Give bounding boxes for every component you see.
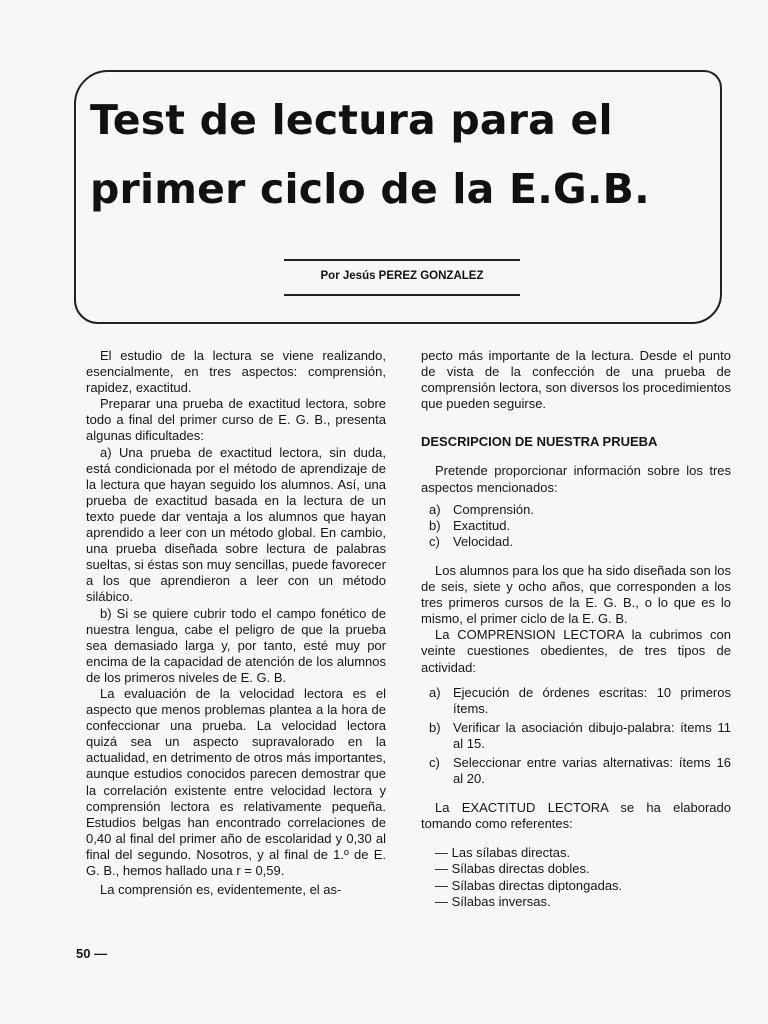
list-item: — Sílabas inversas. (435, 893, 551, 909)
list-item (421, 755, 731, 787)
byline-rule-top (284, 259, 520, 261)
page-number: 50 — (76, 946, 108, 961)
left-column (86, 348, 386, 898)
paragraph: b) Si se quiere cubrir todo el campo fonético de nuestra lengua, cabe el peligro de que la prueba sea demasiado larga y, por tanto, esté muy por encima de la capacidad de atención de los alumnos de los primeros niveles de E. G. B. (86, 605, 386, 685)
paragraph: a) Una prueba de exactitud lectora, sin duda, está condicionada por el método de aprendizaje de la lectura que hayan seguido los alumnos. Así, una prueba de exactitud basada en la lectura de un texto puede dar ventaja a los alumnos que hayan aprendido a leer con un método global. En cambio, una prueba diseñada sobre lectura de palabras sueltas, si éstas son muy sencillas, puede favorecer a los que aprendieron a leer con un método silábico. (86, 444, 386, 605)
paragraph: La comprensión es, evidentemente, el as- (100, 882, 342, 898)
list-label: a) (429, 501, 441, 517)
list-item (421, 502, 731, 518)
list-label: b) (429, 517, 441, 533)
paragraph: Pretende proporcionar información sobre los tres aspectos mencionados: (421, 463, 731, 495)
article-title (90, 86, 715, 224)
list-item: — Sílabas directas diptongadas. (435, 877, 623, 893)
paragraph: pecto más importante de la lectura. Desde el punto de vista de la confección de una prueba de comprensión lectora, son diversos los procedimientos que pueden seguirse. (421, 348, 731, 412)
list-label: c) (429, 533, 440, 549)
aspects-list (421, 502, 731, 550)
byline: Por Jesús PEREZ GONZALEZ (320, 270, 484, 282)
byline-rule-bottom (284, 294, 520, 296)
title-line-1: Test de lectura para el (90, 96, 613, 144)
list-text: Comprensión. (453, 501, 534, 517)
right-column (421, 348, 731, 910)
list-text: Seleccionar entre varias alternativas: ítems 16 al 20. (453, 754, 731, 787)
list-label: a) (429, 684, 441, 700)
paragraph: La evaluación de la velocidad lectora es el aspecto que menos problemas plantea a la hora de confeccionar una prueba. La velocidad lectora quizá sea un aspecto supravalorado en la actualidad, en detrimento de otros más importantes, aunque estudios conocidos parecen demostrar que la correlación existente entre velocidad lectora y comprensión lectora es relativamente pequeña. Estudios belgas han encontrado correlaciones de 0,40 al final del primer año de escolaridad y 0,30 al final del segundo. Nosotros, y al final de 1.º de E. G. B., hemos hallado una r = 0,59. (86, 685, 386, 878)
paragraph: Preparar una prueba de exactitud lectora, sobre todo a final del primer curso de E. G. B., presenta algunas dificultades: (86, 396, 386, 444)
section-heading: DESCRIPCION DE NUESTRA PRUEBA (421, 434, 658, 450)
list-text: Verificar la asociación dibujo-palabra: ítems 11 al 15. (453, 719, 731, 751)
paragraph: Los alumnos para los que ha sido diseñada son los de seis, siete y ocho años, que corresponden a los tres primeros cursos de la E. G. B., o lo que es lo mismo, el primer ciclo de la E. G. B. (421, 562, 731, 627)
list-text: Exactitud. (453, 517, 511, 533)
activities-list (421, 685, 731, 788)
list-label: c) (429, 754, 440, 770)
list-item (421, 518, 731, 534)
paragraph: La EXACTITUD LECTORA se ha elaborado tomando como referentes: (421, 800, 731, 832)
list-text: Ejecución de órdenes escritas: 10 primeros ítems. (453, 684, 731, 716)
title-line-2: primer ciclo de la E.G.B. (90, 165, 650, 213)
list-item: — Las sílabas directas. (435, 845, 571, 861)
list-item: — Sílabas directas dobles. (435, 861, 590, 877)
list-item (421, 685, 731, 717)
referents-list (421, 845, 731, 909)
list-item (421, 534, 731, 550)
paragraph: La COMPRENSION LECTORA la cubrimos con veinte cuestiones obedientes, de tres tipos de actividad: (421, 627, 731, 675)
list-item (421, 720, 731, 752)
list-label: b) (429, 719, 441, 735)
list-text: Velocidad. (453, 533, 513, 549)
paragraph: El estudio de la lectura se viene realizando, esencialmente, en tres aspectos: comprensión, rapidez, exactitud. (86, 348, 386, 396)
